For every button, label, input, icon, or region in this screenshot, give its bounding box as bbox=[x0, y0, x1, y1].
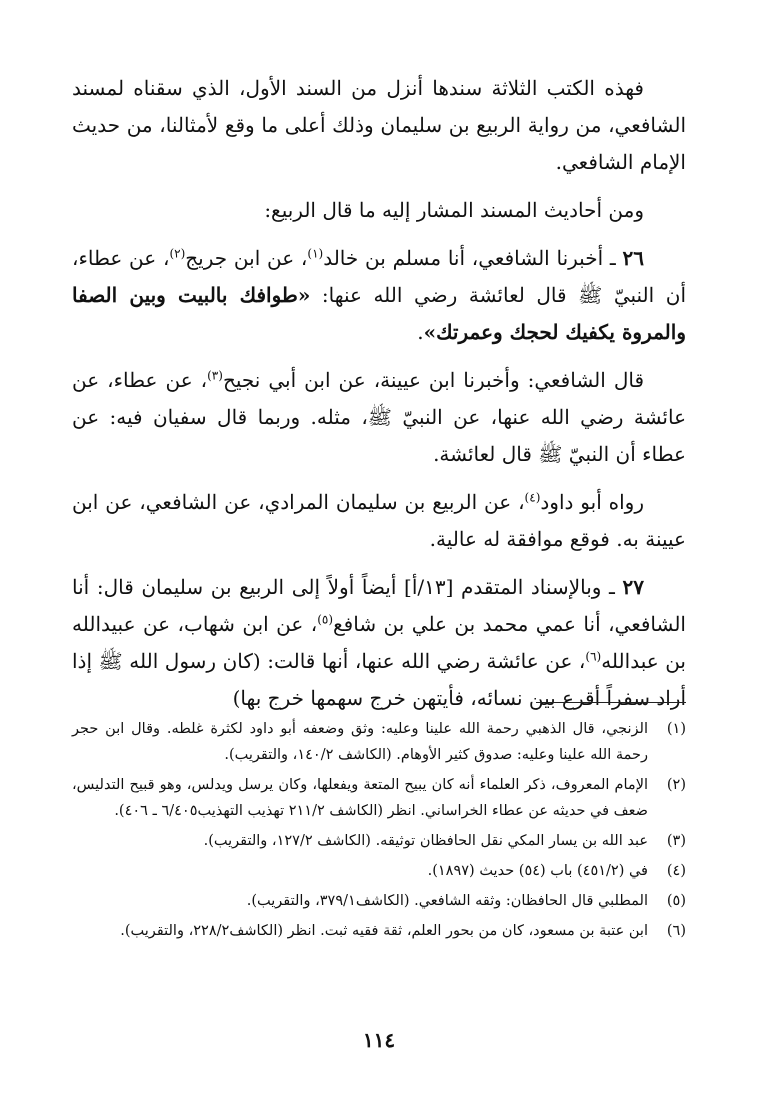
hadith-quote: «طوافك بالبيت وبين الصفا والمروة يكفيك لحجك وعمرتك» bbox=[72, 283, 686, 344]
footnote-number: (٤) bbox=[666, 863, 686, 879]
transition-text: ومن أحاديث المسند المشار إليه ما قال الربيع: bbox=[264, 198, 644, 222]
page-number: ١١٤ bbox=[362, 1028, 396, 1052]
footnote-ref: (٤) bbox=[524, 490, 541, 505]
footnote-number: (٣) bbox=[666, 833, 686, 849]
hadith-text: ، عن ابن شهاب، عن عبيدالله بن عبدالله bbox=[72, 612, 686, 673]
intro-paragraph bbox=[72, 70, 686, 181]
footnote-text: الزنجي، قال الذهبي رحمة الله علينا وعليه: وثق وضعفه أبو داود لكثرة غلطه. وقال ابن حجر رحمة الله علينا وعليه: صدوق كثير الأوهام. (الكاشف ١٤٠/٢، والتقريب). bbox=[72, 721, 648, 763]
page-content bbox=[72, 70, 686, 1109]
footnote-ref: (١) bbox=[307, 246, 324, 261]
footnote-number: (٦) bbox=[666, 923, 686, 939]
hadith-text: ، عن عطاء، أن النبيّ ﷺ قال لعائشة رضي الله عنها: bbox=[72, 246, 686, 307]
hadith-number: ٢٦ bbox=[622, 246, 644, 270]
hadith-text: ـ أخبرنا الشافعي، أنا مسلم بن خالد bbox=[323, 246, 616, 270]
paragraph-text: ، عن عطاء، عن عائشة رضي الله عنها، عن النبيّ ﷺ، مثله. وربما قال سفيان فيه: عن عطاء أن النبيّ ﷺ قال لعائشة. bbox=[72, 368, 686, 466]
footnote-text: الإمام المعروف، ذكر العلماء أنه كان يبيح المتعة ويفعلها، وكان يرسل ويدلس، وهو قبيح التدليس، ضعف في حديثه عن عطاء الخراساني. انظر (الكاشف ٢١١/٢ تهذيب التهذيب٦/٤٠٥ ـ ٤٠٦). bbox=[72, 777, 648, 819]
paragraph-text: ، عن الربيع بن سليمان المرادي، عن الشافعي، عن ابن عيينة به. فوقع موافقة له عالية. bbox=[72, 490, 686, 551]
footnote-ref: (٥) bbox=[317, 612, 334, 627]
footnote-text: في (٤٥١/٢) باب (٥٤) حديث (١٨٩٧). bbox=[427, 863, 648, 879]
shafii-paragraph bbox=[72, 362, 686, 473]
hadith-26 bbox=[72, 240, 686, 351]
footnotes bbox=[72, 716, 686, 948]
footnote bbox=[72, 772, 686, 824]
footnote-ref: (٦) bbox=[585, 649, 602, 664]
hadith-text: ـ وبالإسناد المتقدم [١٣/أ] أيضاً أولاً إلى الربيع بن سليمان قال: أنا الشافعي، أنا عمي محمد بن علي بن شافع bbox=[72, 575, 686, 636]
abu-dawud-paragraph bbox=[72, 484, 686, 558]
paragraph-text: قال الشافعي: وأخبرنا ابن عيينة، عن ابن أبي نجيح bbox=[222, 368, 645, 392]
hadith-text: ، عن ابن جريج bbox=[185, 246, 308, 270]
footnote bbox=[72, 888, 686, 914]
footnote bbox=[72, 716, 686, 768]
footnote-text: ابن عتبة بن مسعود، كان من بحور العلم، ثقة فقيه ثبت. انظر (الكاشف٢٢٨/٢، والتقريب). bbox=[120, 923, 648, 939]
paragraph-text: رواه أبو داود bbox=[540, 490, 644, 514]
hadith-text: ، عن عائشة رضي الله عنها، أنها قالت: (كان رسول الله ﷺ إذا أراد سفراً أقرع بين نسائه، فأيتهن خرج سهمها خرج بها) bbox=[72, 649, 686, 710]
footnote bbox=[72, 918, 686, 944]
footnote bbox=[72, 858, 686, 884]
footnote-text: عبد الله بن يسار المكي نقل الحافظان توثيقه. (الكاشف ١٢٧/٢، والتقريب). bbox=[203, 833, 648, 849]
footnote-number: (١) bbox=[666, 721, 686, 737]
footnote bbox=[72, 828, 686, 854]
transition-paragraph bbox=[72, 192, 686, 229]
hadith-27 bbox=[72, 569, 686, 717]
footnote-number: (٥) bbox=[666, 893, 686, 909]
intro-text: فهذه الكتب الثلاثة سندها أنزل من السند الأول، الذي سقناه لمسند الشافعي، من رواية الربيع بن سليمان وذلك أعلى ما وقع لأمثالنا، من حديث الإمام الشافعي. bbox=[72, 76, 686, 174]
footnote-text: المطلبي قال الحافظان: وثقه الشافعي. (الكاشف٣٧٩/١، والتقريب). bbox=[246, 893, 648, 909]
footnote-divider bbox=[536, 702, 686, 703]
hadith-number: ٢٧ bbox=[622, 575, 645, 599]
footnote-ref: (٣) bbox=[207, 368, 223, 383]
footnote-number: (٢) bbox=[666, 777, 686, 793]
footnote-ref: (٢) bbox=[169, 246, 186, 261]
hadith-text: . bbox=[417, 320, 424, 344]
